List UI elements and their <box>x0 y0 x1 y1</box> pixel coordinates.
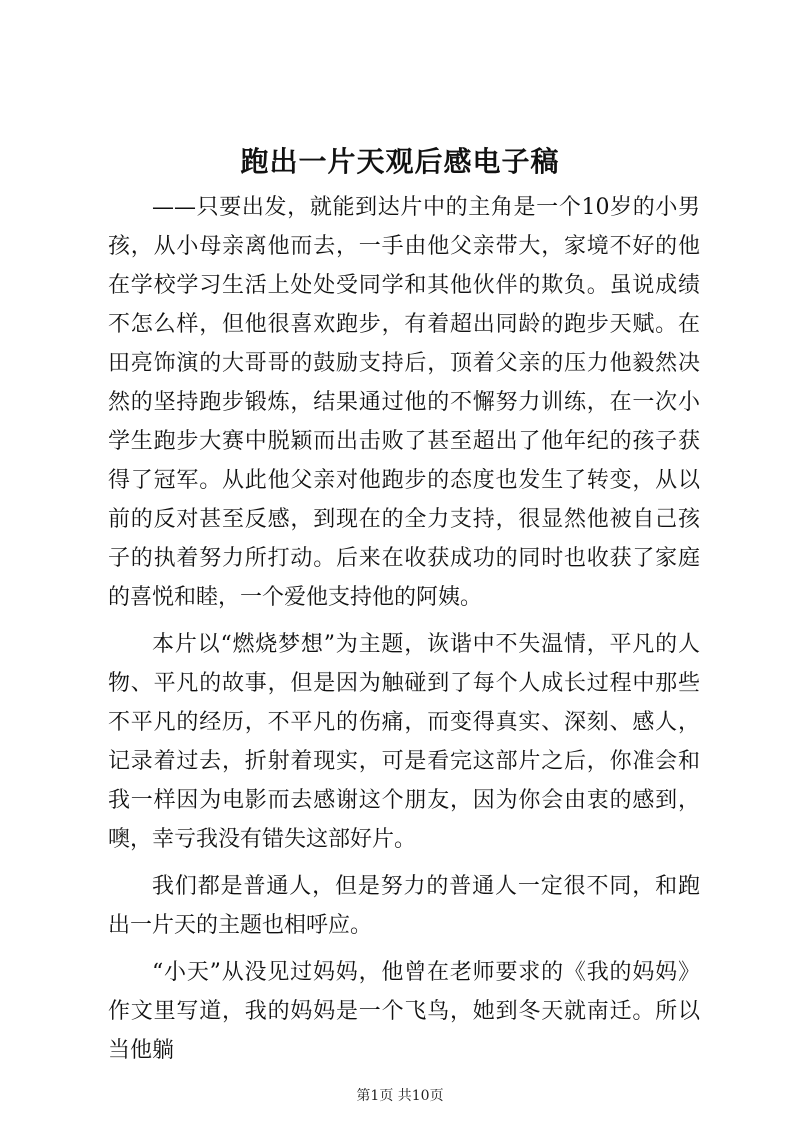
paragraph-1: ——只要出发，就能到达片中的主角是一个10岁的小男孩，从小母亲离他而去，一手由他父亲带大，家境不好的他在学校学习生活上处处受同学和其他伙伴的欺负。虽说成绩不怎么样，但他很喜欢跑步，有着超出同龄的跑步天赋。在田亮饰演的大哥哥的鼓励支持后，顶着父亲的压力他毅然决然的坚持跑步锻炼，结果通过他的不懈努力训练，在一次小学生跑步大赛中脱颖而出击败了甚至超出了他年纪的孩子获得了冠军。从此他父亲对他跑步的态度也发生了转变，从以前的反对甚至反感，到现在的全力支持，很显然他被自己孩子的执着努力所打动。后来在收获成功的同时也收获了家庭的喜悦和睦，一个爱他支持他的阿姨。 <box>108 195 700 610</box>
document-body <box>108 188 700 1078</box>
paragraph-4: “小天”从没见过妈妈，他曾在老师要求的《我的妈妈》作文里写道，我的妈妈是一个飞鸟，她到冬天就南迁。所以当他躺 <box>108 960 700 1063</box>
document-title: 跑出一片天观后感电子稿 <box>240 145 560 178</box>
paragraph-2: 本片以“燃烧梦想”为主题，诙谐中不失温情，平凡的人物、平凡的故事，但是因为触碰到了每个人成长过程中那些不平凡的经历，不平凡的伤痛，而变得真实、深刻、感人，记录着过去，折射着现实，可是看完这部片之后，你准会和我一样因为电影而去感谢这个朋友，因为你会由衷的感到，噢，幸亏我没有错失这部好片。 <box>108 632 700 852</box>
paragraph-3: 我们都是普通人，但是努力的普通人一定很不同，和跑出一片天的主题也相呼应。 <box>108 874 700 938</box>
page-number-footer: 第1页 共10页 <box>356 1088 444 1104</box>
